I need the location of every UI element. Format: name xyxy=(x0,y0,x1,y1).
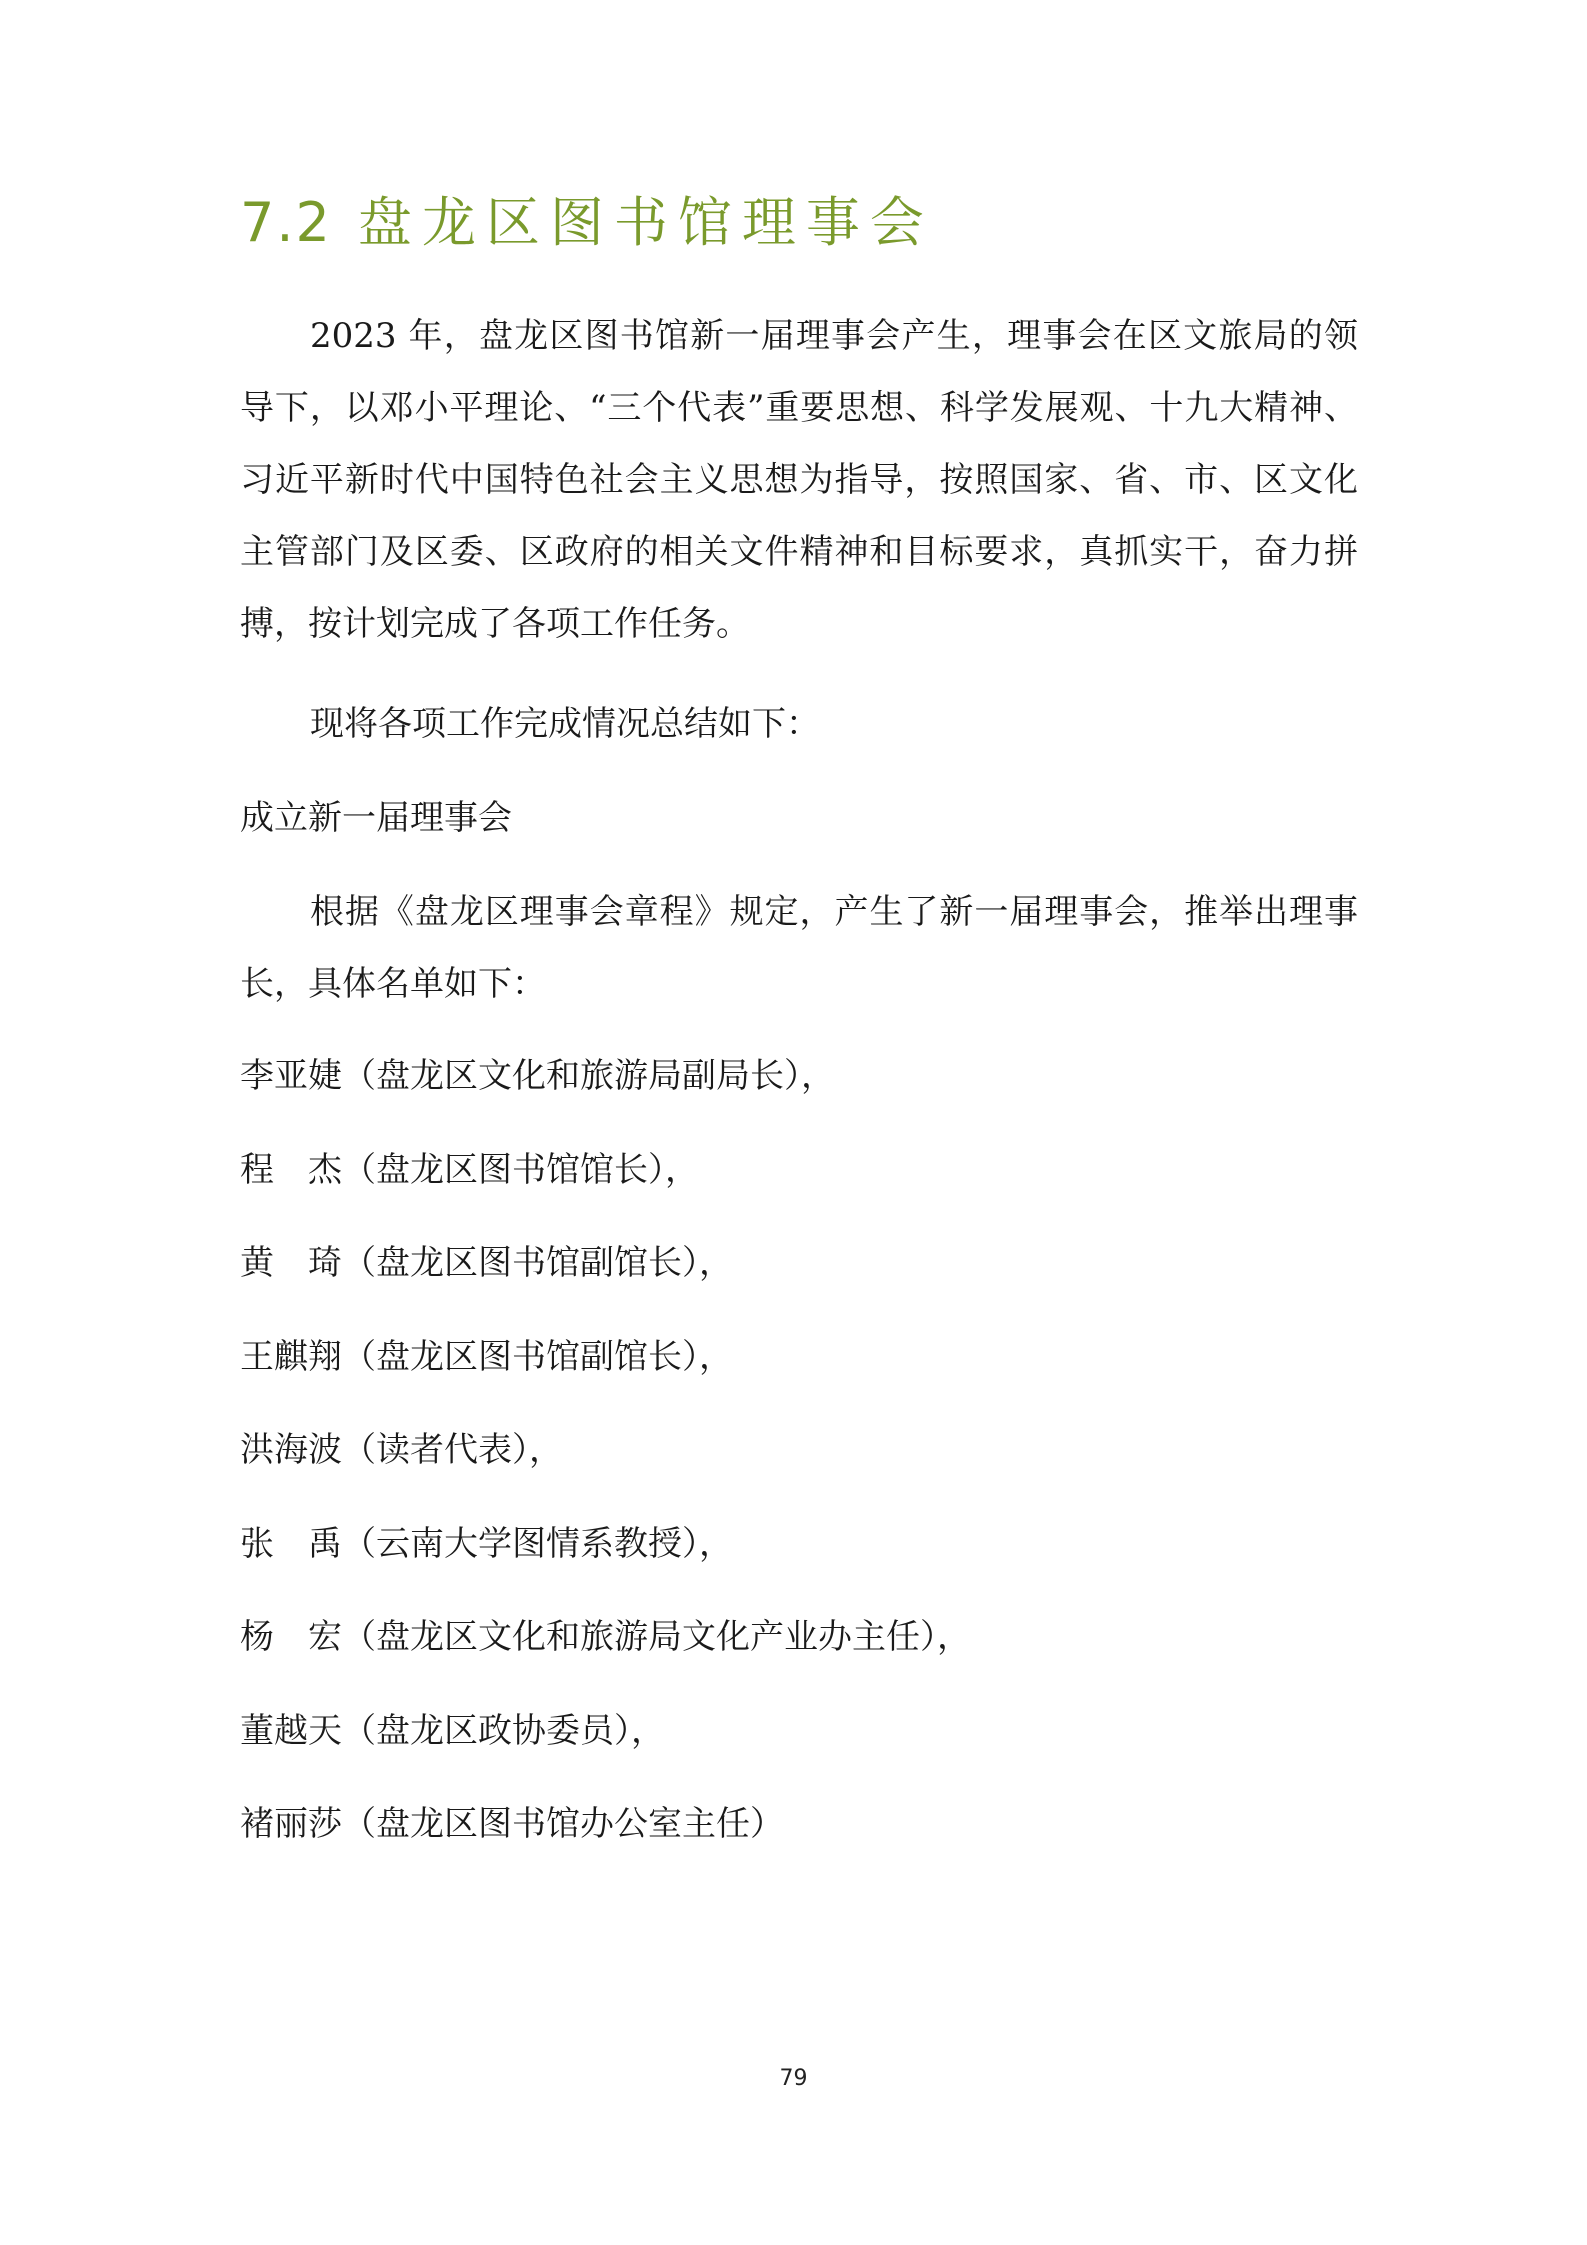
board-member-item: 张 禹（云南大学图情系教授）， xyxy=(240,1523,733,1564)
board-member-list xyxy=(240,1040,1358,1882)
summary-lead: 现将各项工作完成情况总结如下： xyxy=(310,704,820,744)
board-member-item: 杨 宏（盘龙区文化和旅游局文化产业办主任）， xyxy=(240,1617,971,1657)
board-intro-paragraph: 根据《盘龙区理事会章程》规定，产生了新一届理事会，推举出理事长，具体名单如下： xyxy=(240,892,1358,1004)
board-member-item: 李亚婕（盘龙区文化和旅游局副局长）， xyxy=(240,1056,835,1096)
section-number: 7.2 xyxy=(240,191,332,254)
section-title: 盘龙区图书馆理事会 xyxy=(357,191,934,254)
board-member-item: 洪海波（读者代表）， xyxy=(240,1430,563,1470)
board-member-item: 黄 琦（盘龙区图书馆副馆长）， xyxy=(240,1243,733,1283)
subsection-title: 成立新一届理事会 xyxy=(240,798,512,838)
section-heading xyxy=(240,191,934,254)
intro-paragraph: 2023 年，盘龙区图书馆新一届理事会产生，理事会在区文旅局的领导下，以邓小平理论、“三个代表”重要思想、科学发展观、十九大精神、习近平新时代中国特色社会主义思想为指导，按照国家、省、市、区文化主管部门及区委、区政府的相关文件精神和目标要求，真抓实干，奋力拼搏，按计划完成了各项工作任务。 xyxy=(240,316,1358,644)
page-number: 79 xyxy=(779,2066,808,2091)
board-member-item: 褚丽莎（盘龙区图书馆办公室主任） xyxy=(240,1804,784,1844)
board-member-item: 董越天（盘龙区政协委员）， xyxy=(240,1710,665,1751)
board-member-item: 王麒翔（盘龙区图书馆副馆长）， xyxy=(240,1336,733,1377)
board-member-item: 程 杰（盘龙区图书馆馆长）， xyxy=(240,1149,699,1190)
